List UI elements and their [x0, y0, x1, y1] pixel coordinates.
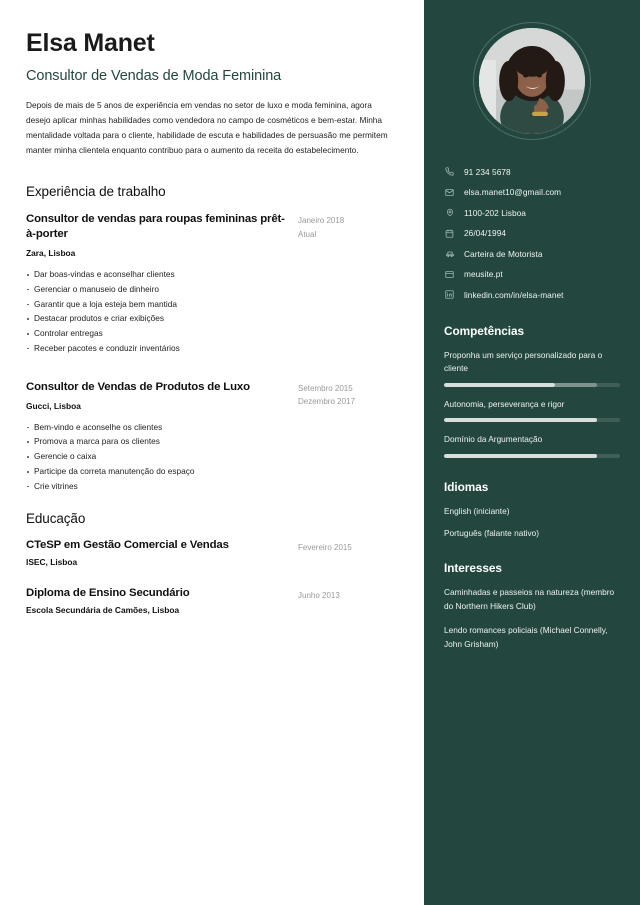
skill-bar — [444, 418, 620, 422]
experience-dates — [298, 380, 390, 410]
languages-section — [444, 480, 620, 540]
experience-section-title: Experiência de trabalho — [26, 183, 166, 199]
education-school: Escola Secundária de Camões, Lisboa — [26, 605, 180, 616]
education-degree: Diploma de Ensino Secundário — [26, 587, 190, 600]
date-start: Janeiro 2018 — [298, 215, 345, 225]
skills-section — [444, 324, 620, 458]
list-item: Participe da correta manutenção do espaço — [26, 464, 290, 479]
experience-entry — [26, 212, 390, 356]
education-entry — [26, 539, 390, 567]
interest-item: Caminhadas e passeios na natureza (membro do Northern Hikers Club) — [444, 587, 615, 612]
contact-birthdate[interactable] — [444, 228, 620, 239]
contact-value: Carteira de Motorista — [464, 248, 543, 259]
skill-item — [444, 433, 620, 457]
email-icon — [444, 187, 455, 198]
list-item: Gerenciar o manuseio de dinheiro — [26, 282, 290, 297]
skill-label: Autonomia, perseverança e rigor — [444, 398, 565, 409]
skill-label: Domínio da Argumentação — [444, 434, 543, 445]
skill-label: Proponha um serviço personalizado para o cliente — [444, 350, 603, 374]
contact-value: elsa.manet10@gmail.com — [464, 187, 562, 197]
language-item: English (iniciante) — [444, 505, 510, 516]
contact-value: 26/04/1994 — [464, 228, 507, 238]
experience-role: Consultor de vendas para roupas femininas prêt-à-porter — [26, 212, 285, 240]
list-item: Receber pacotes e conduzir inventários — [26, 341, 290, 356]
skills-section-title: Competências — [444, 324, 525, 338]
calendar-icon — [444, 228, 455, 239]
contact-driving-licence[interactable] — [444, 248, 620, 259]
skill-bar-fill — [444, 454, 597, 458]
education-degree: CTeSP em Gestão Comercial e Vendas — [26, 539, 229, 552]
skill-bar-row — [444, 383, 620, 387]
education-entry-body — [26, 587, 298, 615]
education-section — [26, 511, 390, 615]
date-start: Setembro 2015 — [298, 383, 353, 393]
date-end: Atual — [298, 229, 317, 239]
list-item: Gerencie o caixa — [26, 449, 290, 464]
date-value: Fevereiro 2015 — [298, 543, 352, 553]
car-icon — [444, 248, 455, 259]
skill-bar-row — [444, 418, 620, 422]
phone-icon — [444, 166, 455, 177]
avatar — [479, 28, 585, 134]
contact-value: 1100-202 Lisboa — [464, 207, 526, 218]
contact-phone[interactable] — [444, 166, 620, 177]
contact-email[interactable] — [444, 187, 620, 198]
experience-bullets — [26, 267, 290, 356]
experience-bullets — [26, 420, 290, 494]
list-item: Controlar entregas — [26, 326, 290, 341]
experience-dates — [298, 212, 390, 242]
interests-section — [444, 561, 620, 651]
skill-bar-row — [444, 454, 620, 458]
contact-list — [444, 166, 620, 300]
interest-item: Lendo romances policiais (Michael Connelly, John Grisham) — [444, 625, 608, 649]
experience-org: Gucci, Lisboa — [26, 400, 81, 411]
skill-bar-secondary — [555, 383, 597, 387]
skill-item — [444, 349, 620, 387]
skill-bar-fill — [444, 418, 597, 422]
experience-entry-body — [26, 380, 298, 494]
date-end: Dezembro 2017 — [298, 397, 355, 407]
candidate-name: Elsa Manet — [26, 29, 155, 57]
list-item: Promova a marca para os clientes — [26, 434, 290, 449]
education-section-title: Educação — [26, 511, 86, 527]
experience-role: Consultor de Vendas de Produtos de Luxo — [26, 380, 250, 393]
profile-summary: Depois de mais de 5 anos de experiência em vendas no setor de luxo e moda feminina, agora desejo aplicar minhas habilidades como vendedora no campo de cosméticos e bem-estar. Minha mentalidade voltada para o cliente, habilidade de escuta e habilidades de persuasão me permitem manter minha clientela enquanto contribuo para o aumento da receita do estabelecimento. — [26, 99, 388, 155]
contact-value: linkedin.com/in/elsa-manet — [464, 289, 564, 300]
language-item: Português (falante nativo) — [444, 527, 540, 538]
avatar-ring — [473, 22, 591, 140]
contact-linkedin[interactable] — [444, 289, 620, 300]
list-item: Bem-vindo e aconselhe os clientes — [26, 420, 290, 435]
globe-icon — [444, 269, 455, 280]
location-pin-icon — [444, 207, 455, 218]
date-value: Junho 2013 — [298, 591, 340, 601]
list-item: Destacar produtos e criar exibições — [26, 311, 290, 326]
experience-org: Zara, Lisboa — [26, 247, 76, 258]
contact-website[interactable] — [444, 269, 620, 280]
skill-bar — [444, 383, 620, 387]
linkedin-icon — [444, 289, 455, 300]
skill-item — [444, 398, 620, 422]
education-dates — [298, 539, 390, 555]
languages-section-title: Idiomas — [444, 479, 489, 494]
education-school: ISEC, Lisboa — [26, 557, 78, 568]
contact-value: meusite.pt — [464, 269, 503, 279]
education-entry — [26, 587, 390, 615]
experience-entry-body — [26, 212, 298, 356]
list-item: Garantir que a loja esteja bem mantida — [26, 297, 290, 312]
sidebar — [424, 0, 640, 905]
skill-bar-fill — [444, 383, 555, 387]
contact-address[interactable] — [444, 207, 620, 218]
contact-value: 91 234 5678 — [464, 166, 511, 177]
skill-bar — [444, 454, 620, 458]
list-item: Dar boas-vindas e aconselhar clientes — [26, 267, 290, 282]
candidate-headline: Consultor de Vendas de Moda Feminina — [26, 67, 282, 84]
education-dates — [298, 587, 390, 603]
avatar-portrait-icon — [479, 28, 585, 134]
list-item: Crie vitrines — [26, 479, 290, 494]
education-entry-body — [26, 539, 298, 567]
interests-section-title: Interesses — [444, 561, 502, 576]
experience-entry — [26, 380, 390, 494]
